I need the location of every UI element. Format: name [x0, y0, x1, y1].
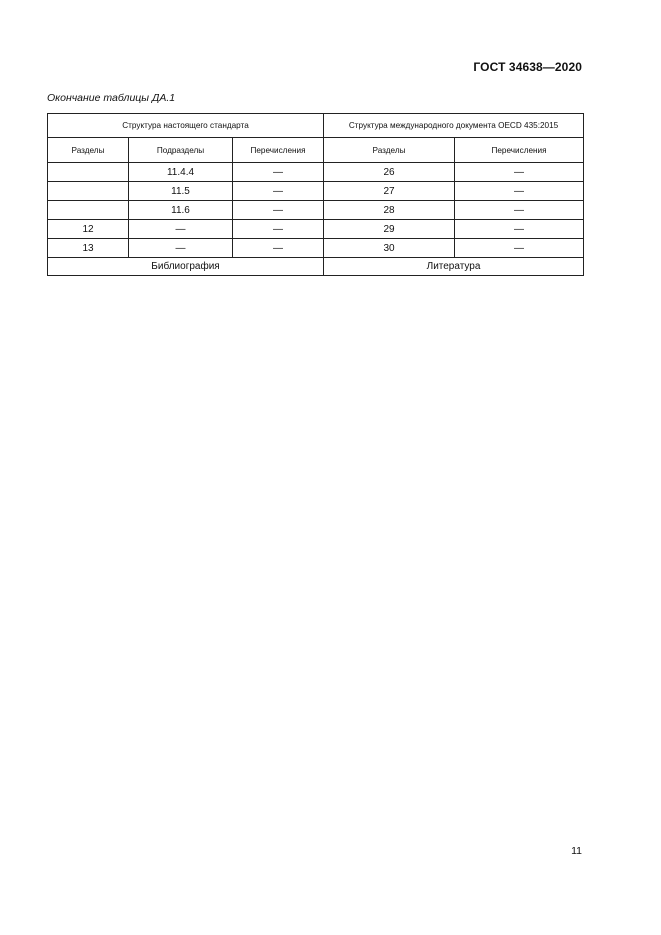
table-cell: — [455, 239, 584, 258]
table-cell: — [455, 163, 584, 182]
column-header: Разделы [48, 138, 129, 163]
table-cell: — [455, 220, 584, 239]
column-header-row [48, 138, 584, 163]
comparison-table [47, 113, 584, 276]
table-row [48, 201, 584, 220]
table-cell: 13 [48, 239, 129, 258]
table-row [48, 163, 584, 182]
page-number: 11 [571, 845, 582, 857]
table-caption: Окончание таблицы ДА.1 [47, 92, 176, 104]
table-row [48, 182, 584, 201]
table-cell: — [233, 182, 324, 201]
table-cell: — [233, 201, 324, 220]
table-cell: — [455, 182, 584, 201]
table-row [48, 220, 584, 239]
group-header-row [48, 114, 584, 138]
table-cell: 27 [324, 182, 455, 201]
table-cell: — [233, 239, 324, 258]
column-header: Перечисления [233, 138, 324, 163]
footer-cell-bibliography: Библиография [48, 258, 324, 276]
table-cell: 11.4.4 [129, 163, 233, 182]
table-cell: — [129, 220, 233, 239]
table-row [48, 239, 584, 258]
table-cell [48, 201, 129, 220]
table-cell: 29 [324, 220, 455, 239]
group-header-international: Структура международного документа OECD 435:2015 [324, 114, 584, 138]
table-cell: — [233, 220, 324, 239]
group-header-national: Структура настоящего стандарта [48, 114, 324, 138]
table-cell: 11.5 [129, 182, 233, 201]
column-header: Разделы [324, 138, 455, 163]
table-cell: — [233, 163, 324, 182]
table-cell: 28 [324, 201, 455, 220]
table-cell: 26 [324, 163, 455, 182]
table-cell: 11.6 [129, 201, 233, 220]
table-cell [48, 182, 129, 201]
table-cell: — [455, 201, 584, 220]
table-cell [48, 163, 129, 182]
table-cell: 12 [48, 220, 129, 239]
footer-row [48, 258, 584, 276]
column-header: Перечисления [455, 138, 584, 163]
footer-cell-literature: Литература [324, 258, 584, 276]
column-header: Подразделы [129, 138, 233, 163]
table-cell: — [129, 239, 233, 258]
document-code: ГОСТ 34638—2020 [473, 60, 582, 74]
table-cell: 30 [324, 239, 455, 258]
